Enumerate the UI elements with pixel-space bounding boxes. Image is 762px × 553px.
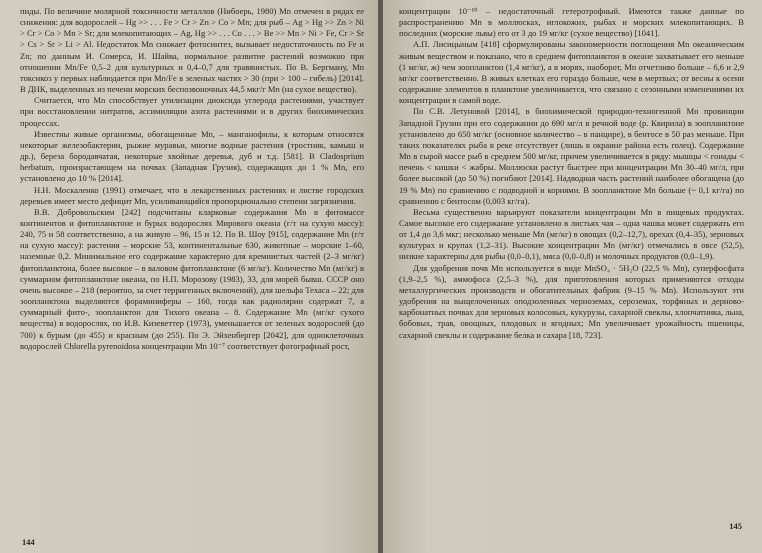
paragraph: Весьма существенно варьируют показатели концентрации Mn в пищевых продуктах. Самое высокое его содержание установлено в листьях чая – одна чашка может содержать его от 1,4 до 3,6 мкг; несколько меньше Mn (мг/кг) в овощах (0,2–12,7), орехах (0,4–35), зерновых культурах и крупах (1,2–31). Высокие концентрации Mn (мг/кг) отмечались в овсе (52,5), низкие характерны для рыбы (0,0–0,1), мяса (0,0–0,8) и молочных продуктов (0,0–1,9).	[399, 206, 744, 262]
paragraph: По С.В. Летуновой [2014], в биохимической природно-техногенной Mn провинции Западной Грузии при его содержании до 690 мг/л в речной воде (р. Квирила) в зоопланктоне установлено до 650 мг/кг (основное количество – в панцире), в бентосе в 50 раз меньше. При таких показателях рыба в реке отсутствует (лишь в окраине района есть голец). Содержание Mn в сырой массе рыб в среднем 500 мг/кг, причем увеличивается в ряду: мышцы < гонады < печень < кишки < жабры. Моллюски растут быстрее при концентрации Mn 30–40 мг/л, при более высокой (до 50 %) погибают [2014]. Надводная часть растений наиболее обогащена (до 19 % Mn) по сравнению с подводной и корнями. В зоопланктоне Mn больше (~ 0,1 кг/га) по сравнению с бентосом (0,003 кг/га).	[399, 106, 744, 206]
page-number-right: 145	[729, 521, 742, 531]
left-page	[0, 0, 378, 553]
right-page	[383, 0, 762, 553]
paragraph: А.П. Лисицыным [418] сформулированы закономерности поглощения Mn океаническим живым веществом и показано, что в среднем фитопланктон в океане захватывает его меньше (1 мг/кг, ж) чем зоопланктон (1,4 мг/кг), а в морях, наоборот, Mn отчетливо больше – 6,6 и 2,9 мг/кг соответственно. В живых клетках его гораздо больше, чем в мертвых; от весны к осени содержание элементов в планктоне увеличивается, что связано с сезонными изменениями их концентрации в самой воде.	[399, 39, 744, 106]
page-number-left: 144	[22, 537, 35, 547]
left-page-text	[20, 6, 364, 352]
paragraph: концентрации 10⁻¹⁰ – недостаточный гетеротрофный. Имеются также данные по распространению Mn в моллюсках, иглокожих, рыбах и морских млекопитающих. В последних (морские львы) его от 3 до 19 мг/кг (сухое вещество) [1041].	[399, 6, 744, 39]
paragraph: Считается, что Mn способствует утилизации диоксида углерода растениями, участвует при восстановлении нитратов, ассимиляции азота растениями и в других биохимических процессах.	[20, 95, 364, 128]
paragraph: В.В. Добровольским [242] подсчитаны кларковые содержания Mn в фитомассе континентов и фитопланктоне и бурых водорослях Мирового океана (г/т на сухую массу): 240, 75 и 58 соответственно, а на живую – 96, 15 и 12. По В. Шоу [915], содержание Mn (г/т на сухую массу): растения – морские 53, континентальные 630, животные – морские 1–60, наземные 0,2. Минимальное его содержание характерно для кремнистых частей (2–3 мг/кг) фитопланктона, более высокое – в валовом фитопланктоне (6 мг/кг). Количество Mn (мг/кг) в суммарном фитопланктоне океана, по Н.П. Морозову (1983), 33, для морей бывш. СССР оно очень высокое – 218 (вероятно, за счет терригенных включений), для шельфа Техаса – 22; для зоопланктона выделяются фораминиферы – 160, тогда как радиолярии содержат 7, а суммарный фито-, зоопланктон для Тихого океана – 8. Содержание Mn (мг/кг сухого вещества) в водорослях, по И.В. Кизеветтер (1973), уменьшается от зеленых водорослей (до 700) к бурым (до 455) и красным (до 255). По Э. Эйхенбергер [2042], для одноклеточных водорослей Chlorella pyrenoidosa концентрации Mn 10⁻⁷ соответствует фотографный рост,	[20, 206, 364, 351]
right-page-text	[399, 6, 744, 341]
paragraph: Для удобрения почв Mn используется в виде MnSO₄ · 5H₂O (22,5 % Mn), суперфосфата (1,9–2,5 %), аммофоса (2,5–3 %), для приготовления которых применяются отходы металлургических производств и обогатительных фабрик (9–15 % Mn). Используют эти удобрения на выщелоченных оподзоленных черноземах, сероземах, торфяных и дерново-карбонатных почвах для зерновых колосовых, кукурузы, сахарной свеклы, хлопчатника, льна, бобовых, трав, овощных, плодовых и ягодных; Mn увеличивает урожайность пшеницы, сахарной свеклы и содержание белка и сахара [18, 723].	[399, 262, 744, 340]
paragraph: пиды. По величине молярной токсичности металлов (Нибоерь, 1980) Mn отмечен в рядах ее снижения: для водорослей – Hg >> . . . Fe > Cr > Zn > Co > Mn; для рыб – Ag > Hg >> Zn > Ni > Cr > Co > Mn > Sr; для млекопитающих – Ag, Hg >> . . . Co . . . > Be >> Mn > Ni > Fe, Cr > Sr > Cs > Sr > Li > Al. Недостаток Mn снижает фотосинтез, вызывает недостаточность по Fe и Zn; по данным И. Сомерса, И. Шайва, нормальное развитие растений возможно при отношении Mn/Fe 0,5–2 для культурных и 0,4–0,7 для травянистых. По В. Бергману, Mn токсикоз у первых наблюдается при Mn/Fe в зеленых частях > 30 (при > 100 – гибель) [2014]. В ДНК, выделенных из печени морских беспозвоночных 44,5 мкг/г Mn (на сухое вещество).	[20, 6, 364, 95]
paragraph: Н.Н. Москаленко (1991) отмечает, что в лекарственных растениях и листве городских деревьев имеет место дефицит Mn, усиливающийся пропорционально степени загрязнения.	[20, 184, 364, 206]
paragraph: Известны живые организмы, обогащенные Mn, – манганофилы, к которым относятся некоторые железобактерии, рыжие муравьи, многие водные растения (тростник, камыш и др.), береза бородавчатая, некоторые хвойные деревья, дуб и т.д. [581]. В Cladosprium herbatum, произрастающем на почвах (Западная Грузия), содержащих до 1 % Mn, его установлено до 10 % [2014].	[20, 128, 364, 184]
